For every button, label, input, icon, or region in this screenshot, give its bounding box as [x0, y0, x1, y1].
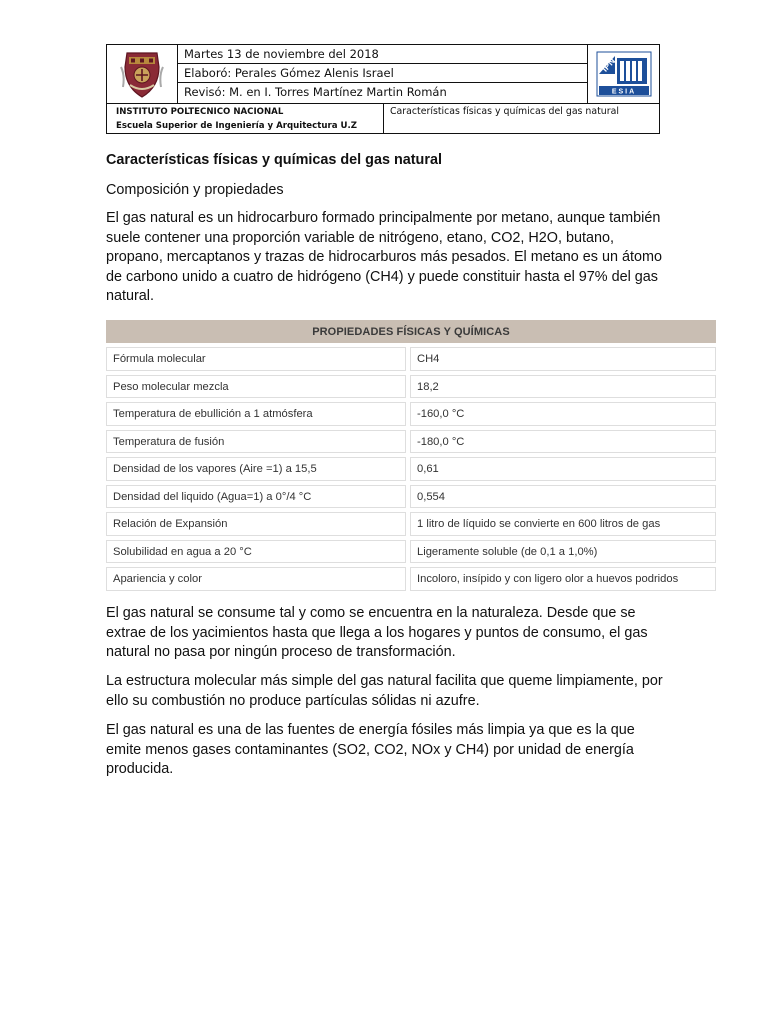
property-name-cell: Apariencia y color: [106, 567, 406, 591]
property-name-cell: Relación de Expansión: [106, 512, 406, 536]
header-author: Elaboró: Perales Gómez Alenis Israel: [178, 64, 587, 83]
property-value-cell: 0,61: [410, 457, 716, 481]
paragraph-clean-energy: El gas natural es una de las fuentes de energía fósiles más limpia ya que es la que emite menos gases contaminantes (SO2, CO2, NOx y CH4) por unidad de energía producida.: [106, 722, 635, 777]
ipn-logo: [107, 45, 178, 103]
table-row: [106, 457, 716, 481]
header-bottom-row: [107, 103, 659, 133]
table-body: [106, 347, 716, 591]
property-name-cell: Peso molecular mezcla: [106, 375, 406, 399]
table-row: [106, 402, 716, 426]
header-topic: Características físicas y químicas del gas natural: [390, 106, 619, 117]
property-name-cell: Solubilidad en agua a 20 °C: [106, 540, 406, 564]
property-value-cell: 0,554: [410, 485, 716, 509]
header-institution: INSTITUTO POLTECNICO NACIONAL: [116, 107, 284, 117]
table-row: [106, 540, 716, 564]
property-name-cell: Temperatura de fusión: [106, 430, 406, 454]
page-title: Características físicas y químicas del gas natural: [106, 152, 442, 168]
esia-logo-text: ESIA: [611, 88, 636, 96]
property-value-cell: Ligeramente soluble (de 0,1 a 1,0%): [410, 540, 716, 564]
table-row: [106, 430, 716, 454]
esia-logo: [587, 45, 659, 103]
esia-building-icon: [595, 48, 653, 100]
header-institution-cell: [107, 104, 384, 133]
table-row: [106, 375, 716, 399]
header-school: Escuela Superior de Ingeniería y Arquitectura U.Z: [116, 121, 357, 131]
table-header: PROPIEDADES FÍSICAS Y QUÍMICAS: [106, 320, 716, 343]
property-value-cell: -180,0 °C: [410, 430, 716, 454]
property-name-cell: Fórmula molecular: [106, 347, 406, 371]
header-info-rows: [178, 45, 587, 103]
properties-table: [106, 320, 716, 591]
property-name-cell: Densidad del liquido (Agua=1) a 0°/4 °C: [106, 485, 406, 509]
header-reviewer: Revisó: M. en I. Torres Martínez Martin Román: [184, 85, 447, 99]
property-value-cell: CH4: [410, 347, 716, 371]
property-name-cell: Densidad de los vapores (Aire =1) a 15,5: [106, 457, 406, 481]
ipn-logo-text: IPN: [599, 55, 617, 74]
section-subtitle: Composición y propiedades: [106, 182, 284, 198]
property-value-cell: -160,0 °C: [410, 402, 716, 426]
table-row: [106, 512, 716, 536]
table-row: [106, 485, 716, 509]
table-row: [106, 347, 716, 371]
header-date: Martes 13 de noviembre del 2018: [178, 45, 587, 64]
paragraph-molecular-structure: La estructura molecular más simple del gas natural facilita que queme limpiamente, por ello su combustión no produce partículas sólidas ni azufre.: [106, 673, 663, 709]
ipn-shield-icon: [115, 47, 169, 101]
property-name-cell: Temperatura de ebullición a 1 atmósfera: [106, 402, 406, 426]
paragraph-composition: El gas natural es un hidrocarburo formado principalmente por metano, aunque también suele contener una proporción variable de nitrógeno, etano, CO2, H2O, butano, propano, mercaptanos y trazas de hidrocarburos más pesados. El metano es un átomo de carbono unido a cuatro de hidrógeno (CH4) y puede constituir hasta el 97% del gas natural.: [106, 210, 662, 304]
document-header: [106, 44, 660, 134]
table-row: [106, 567, 716, 591]
property-value-cell: 1 litro de líquido se convierte en 600 litros de gas: [410, 512, 716, 536]
paragraph-consumption: El gas natural se consume tal y como se encuentra en la naturaleza. Desde que se extrae de los yacimientos hasta que llega a los hogares y puntos de consumo, el gas natural no pasa por ningún proceso de transformación.: [106, 605, 648, 660]
property-value-cell: 18,2: [410, 375, 716, 399]
property-value-cell: Incoloro, insípido y con ligero olor a huevos podridos: [410, 567, 716, 591]
